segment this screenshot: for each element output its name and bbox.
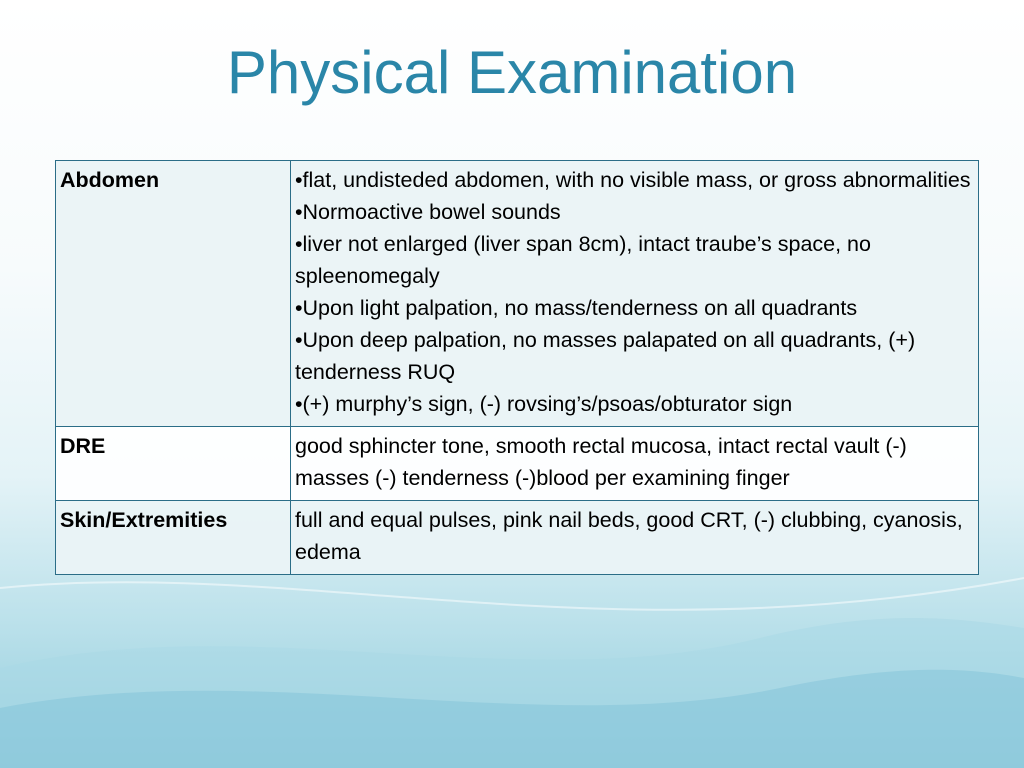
finding-bullet: •flat, undisteded abdomen, with no visible mass, or gross abnormalities [295, 168, 971, 192]
finding-bullet: •Normoactive bowel sounds [295, 200, 561, 224]
table-row-abdomen [56, 161, 979, 427]
row-label-skin-extremities: Skin/Extremities [56, 501, 291, 575]
physical-exam-table [55, 160, 979, 575]
finding-bullet: •Upon deep palpation, no masses palapated on all quadrants, (+) tenderness RUQ [295, 328, 916, 384]
row-label-abdomen: Abdomen [56, 161, 291, 427]
finding-bullet: •Upon light palpation, no mass/tenderness on all quadrants [295, 296, 858, 320]
background-wave-decoration [0, 548, 1024, 768]
slide-title: Physical Examination [226, 39, 798, 106]
table-row-dre [56, 427, 979, 501]
row-content-dre: good sphincter tone, smooth rectal mucosa, intact rectal vault (-) masses (-) tenderness (-)blood per examining finger [291, 427, 979, 501]
finding-bullet: •liver not enlarged (liver span 8cm), intact traube’s space, no spleenomegaly [295, 232, 871, 288]
finding-bullet: •(+) murphy’s sign, (-) rovsing’s/psoas/obturator sign [295, 392, 793, 416]
table-row-skin-extremities [56, 501, 979, 575]
row-content-abdomen [291, 161, 979, 427]
row-content-skin-extremities: full and equal pulses, pink nail beds, good CRT, (-) clubbing, cyanosis, edema [291, 501, 979, 575]
row-label-dre: DRE [56, 427, 291, 501]
